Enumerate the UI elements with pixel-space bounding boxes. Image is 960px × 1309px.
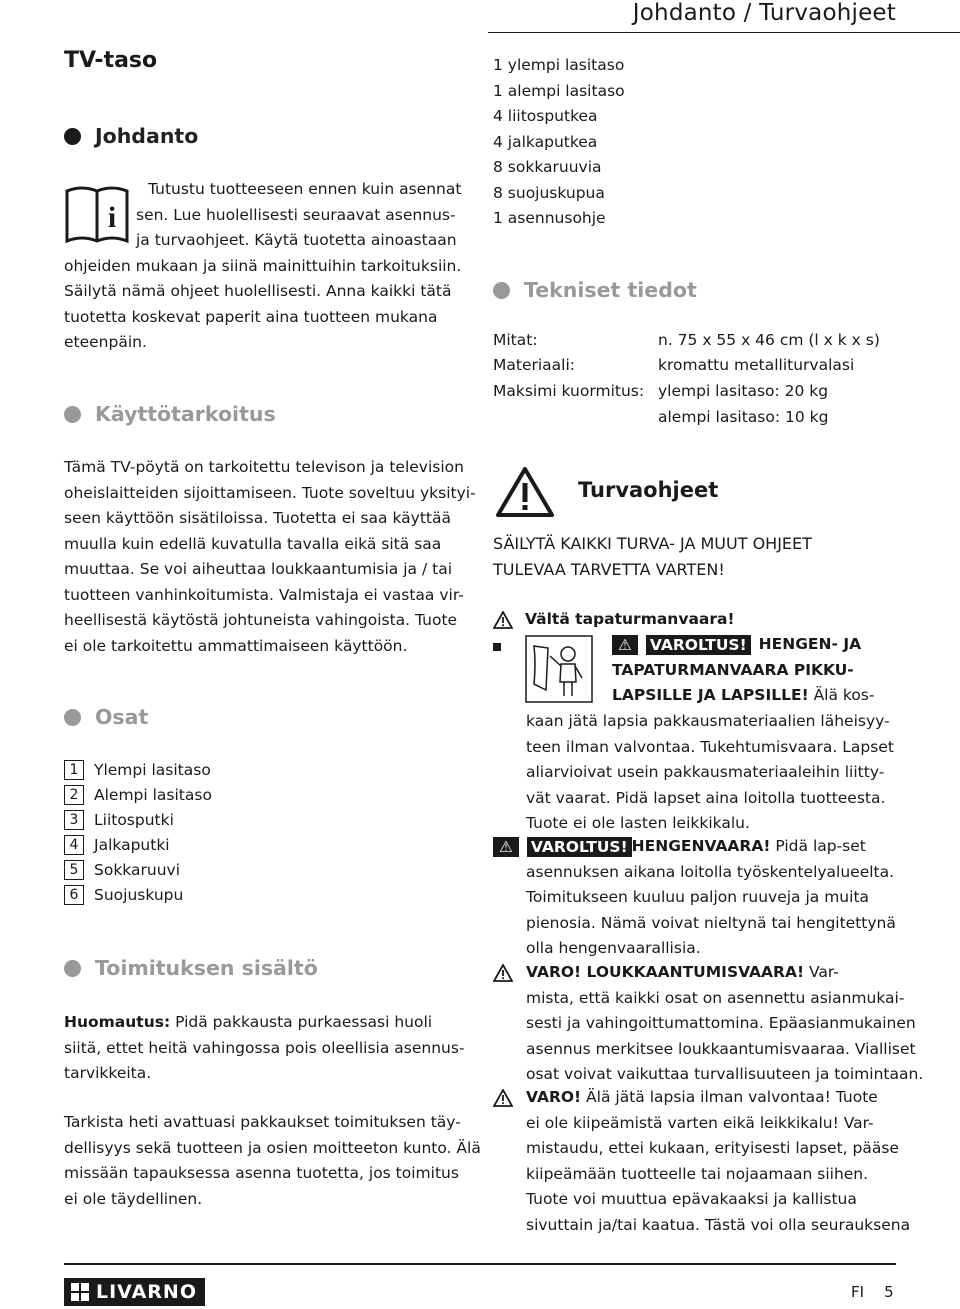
warning-4-line: ei ole kiipeämistä varten eikä leikkikalu! Var-: [526, 1113, 874, 1132]
warning-badge-icon: ⚠: [612, 635, 638, 655]
header-rule: [488, 32, 960, 33]
note-label: Huomautus:: [64, 1013, 171, 1031]
part-item: [64, 835, 170, 855]
warning-1-line: vät vaarat. Pidä lapset aina loitolla tuotteesta.: [526, 788, 886, 807]
contents-item: 8 suojuskupua: [493, 183, 605, 202]
contents-item: 4 liitosputkea: [493, 107, 598, 125]
part-label: Sokkaruuvi: [94, 861, 180, 879]
check-line: dellisyys sekä tuotteen ja osien moitteeton kunto. Älä: [64, 1138, 481, 1157]
part-number: 4: [64, 835, 84, 855]
warning-3-line: mista, että kaikki osat on asennettu asianmukai-: [526, 988, 905, 1007]
warning-3-bold: VARO! LOUKKAANTUMISVAARA!: [526, 963, 805, 981]
spec-value: ylempi lasitaso: 20 kg: [658, 382, 829, 400]
specs-heading: [493, 278, 697, 302]
intro-line: ja turvaohjeet. Käytä tuotetta ainoastaan: [136, 231, 457, 249]
small-warning-icon: [493, 611, 513, 629]
spec-row: [493, 382, 829, 400]
child-bag-icon: [524, 634, 594, 704]
intro-heading-text: Johdanto: [95, 124, 199, 148]
parts-heading-text: Osat: [95, 705, 149, 729]
intro-heading: [64, 124, 198, 148]
warning-4: [493, 1085, 910, 1238]
spec-label: Mitat:: [493, 331, 538, 349]
warning-2-bold: HENGENVAARA!: [631, 837, 771, 855]
spec-value: alempi lasitaso: 10 kg: [658, 408, 829, 426]
warning-1-bold: TAPATURMANVAARA PIKKU-: [612, 660, 854, 679]
contents-list: [493, 53, 793, 232]
part-label: Liitosputki: [94, 811, 174, 829]
contents-item: 1 asennusohje: [493, 209, 606, 227]
bullet-icon: [64, 406, 81, 423]
warning-2-tail: Pidä lap-set: [770, 837, 866, 855]
warning-1-line: teen ilman valvontaa. Tukehtumisvaara. Lapset: [526, 737, 894, 756]
parts-heading: [64, 705, 148, 729]
warning-badge: VAROLTUS!: [527, 837, 632, 857]
warning-badge: VAROLTUS!: [646, 635, 751, 655]
part-item: [64, 810, 174, 830]
keep-line: SÄILYTÄ KAIKKI TURVA- JA MUUT OHJEET: [493, 534, 812, 553]
safety-heading: Turvaohjeet: [578, 478, 719, 502]
warning-4-line: Tuote voi muuttua epävakaaksi ja kallistua: [526, 1190, 857, 1208]
document-title: TV-taso: [64, 48, 158, 73]
check-line: Tarkista heti avattuasi pakkaukset toimituksen täy-: [64, 1113, 461, 1131]
purpose-line: tuotteen vanhinkoitumista. Valmistaja ei vastaa vir-: [64, 585, 464, 604]
purpose-line: muuttaa. Se voi aiheuttaa loukkaantumisia ja / tai: [64, 560, 452, 578]
warning-4-line: kiipeämään tuotteelle tai nojaamaan siihen.: [526, 1164, 869, 1183]
brand-logo: [64, 1278, 205, 1306]
warning-2-line: asennuksen aikana loitolla työskentelyalueelta.: [526, 862, 895, 881]
brand-name: LIVARNO: [96, 1281, 197, 1303]
bullet-icon: [64, 128, 81, 145]
specs-heading-text: Tekniset tiedot: [524, 278, 697, 302]
part-label: Alempi lasitaso: [94, 786, 212, 804]
purpose-heading-text: Käyttötarkoitus: [95, 402, 276, 426]
check-paragraph: [64, 1110, 481, 1212]
part-number: 6: [64, 885, 84, 905]
purpose-line: Tämä TV-pöytä on tarkoitettu televison ja television: [64, 458, 464, 476]
warning-3-tail: Var-: [804, 963, 839, 981]
delivery-heading: [64, 956, 318, 980]
part-number: 5: [64, 860, 84, 880]
small-warning-icon: [493, 964, 513, 982]
note-line: siitä, ettet heitä vahingossa pois oleellisia asennus-: [64, 1038, 465, 1057]
warning-1-line: kaan jätä lapsia pakkausmateriaalien läheisyy-: [526, 712, 890, 730]
warning-4-line: mistaudu, ettei kukaan, erityisesti lapset, pääse: [526, 1139, 899, 1157]
bullet-icon: [493, 282, 510, 299]
contents-item: 1 alempi lasitaso: [493, 81, 625, 100]
part-number: 2: [64, 785, 84, 805]
purpose-line: heellisestä käytöstä johtuneista vahingoista. Tuote: [64, 611, 458, 629]
warning-2-line: Toimitukseen kuuluu paljon ruuveja ja muita: [526, 888, 870, 906]
part-item: [64, 860, 180, 880]
intro-line: ohjeiden mukaan ja siinä mainittuihin tarkoituksiin.: [64, 256, 462, 275]
purpose-line: muulla kuin edellä kuvatulla tavalla eikä sitä saa: [64, 534, 442, 553]
contents-item: 4 jalkaputkea: [493, 132, 598, 151]
spec-value: kromattu metalliturvalasi: [658, 356, 855, 374]
part-item: [64, 885, 183, 905]
brand-grid-icon: [70, 1282, 90, 1302]
bullet-icon: [64, 960, 81, 977]
warning-1-line: aliarvioivat usein pakkausmateriaaleihin liitty-: [526, 763, 885, 781]
warning-3: [493, 960, 923, 1088]
contents-item: 1 ylempi lasitaso: [493, 56, 625, 74]
contents-item: 8 sokkaruuvia: [493, 158, 602, 176]
warning-2: [493, 834, 896, 962]
check-line: missään tapauksessa asenna tuotetta, jos toimitus: [64, 1164, 459, 1182]
note-line: tarvikkeita.: [64, 1064, 152, 1082]
intro-line: sen. Lue huolellisesti seuraavat asennus-: [136, 205, 456, 224]
delivery-heading-text: Toimituksen sisältö: [95, 956, 318, 980]
footer-rule: [64, 1263, 896, 1265]
warning-badge-icon: ⚠: [493, 837, 519, 857]
avoid-heading: [493, 607, 735, 633]
part-number: 1: [64, 760, 84, 780]
intro-line: tuotetta koskevat paperit aina tuotteen mukana: [64, 307, 438, 326]
warning-1-head: [612, 632, 874, 709]
language-code: FI: [851, 1283, 865, 1301]
part-label: Jalkaputki: [94, 836, 170, 854]
warning-1-bold: LAPSILLE JA LAPSILLE!: [612, 686, 809, 704]
spec-label: Maksimi kuormitus:: [493, 382, 645, 400]
warning-1-line: Tuote ei ole lasten leikkikalu.: [526, 814, 750, 832]
header-title: Johdanto / Turvaohjeet: [632, 0, 896, 26]
note-line: Pidä pakkausta purkaessasi huoli: [170, 1013, 433, 1031]
intro-line: Tutustu tuotteeseen ennen kuin asennat: [148, 180, 462, 198]
keep-instructions: [493, 531, 812, 582]
spec-row: [493, 331, 880, 349]
warning-2-line: olla hengenvaarallisia.: [526, 939, 701, 957]
bullet-icon: [64, 709, 81, 726]
square-bullet-icon: [493, 643, 501, 651]
note-paragraph: [64, 1010, 474, 1087]
part-number: 3: [64, 810, 84, 830]
spec-label: Materiaali:: [493, 356, 575, 374]
purpose-line: seen käyttöön sisätiloissa. Tuotetta ei saa käyttää: [64, 509, 451, 527]
part-label: Suojuskupu: [94, 886, 184, 904]
warning-1-bold: HENGEN- JA: [758, 635, 862, 653]
part-item: [64, 785, 212, 805]
avoid-heading-text: Vältä tapaturmanvaara!: [525, 610, 735, 628]
page-footer: [851, 1283, 894, 1301]
purpose-paragraph: [64, 455, 474, 659]
part-item: [64, 760, 211, 780]
purpose-line: ei ole tarkoitettu ammattimaiseen käyttöön.: [64, 636, 408, 655]
warning-1-body: [526, 709, 894, 837]
page-number: 5: [884, 1283, 894, 1301]
intro-paragraph: [64, 177, 464, 356]
warning-3-line: asennus merkitsee loukkaantumisvaaraa. Vialliset: [526, 1039, 916, 1058]
check-line: ei ole täydellinen.: [64, 1189, 203, 1208]
warning-1-tail: Älä kos-: [808, 686, 875, 704]
small-warning-icon: [493, 1089, 513, 1107]
warning-2-line: pienosia. Nämä voivat nieltynä tai hengitettynä: [526, 913, 896, 932]
warning-4-line: sivuttain ja/tai kaatua. Tästä voi olla seurauksena: [526, 1215, 911, 1234]
intro-line: Säilytä nämä ohjeet huolellisesti. Anna kaikki tätä: [64, 282, 452, 300]
part-label: Ylempi lasitaso: [94, 761, 211, 779]
intro-line: eteenpäin.: [64, 333, 147, 351]
warning-triangle-icon: [495, 466, 555, 518]
warning-4-tail: Älä jätä lapsia ilman valvontaa! Tuote: [581, 1088, 878, 1106]
warning-4-bold: VARO!: [526, 1088, 582, 1106]
keep-line: TULEVAA TARVETTA VARTEN!: [493, 559, 725, 579]
warning-3-line: osat voivat vaikuttaa turvallisuuteen ja toimintaan.: [526, 1065, 924, 1083]
purpose-heading: [64, 402, 276, 426]
svg-text:i: i: [107, 201, 117, 234]
spec-row: [493, 356, 855, 374]
purpose-line: oheislaitteiden sijoittamiseen. Tuote soveltuu yksityi-: [64, 483, 476, 502]
spec-value: n. 75 x 55 x 46 cm (l x k x s): [658, 331, 880, 349]
warning-3-line: sesti ja vahingoittumattomina. Epäasianmukainen: [526, 1014, 916, 1032]
